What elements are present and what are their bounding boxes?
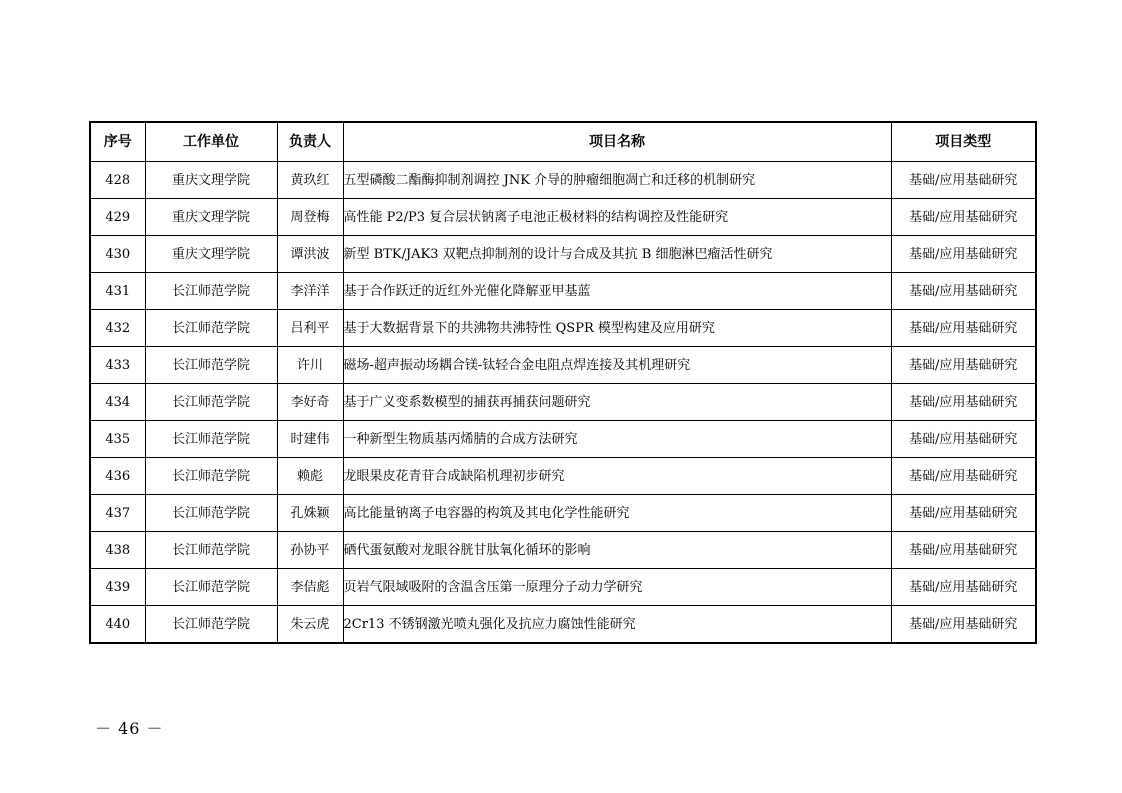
cell-unit: 长江师范学院 — [145, 421, 277, 458]
cell-project-type: 基础/应用基础研究 — [891, 384, 1036, 421]
table-row — [90, 384, 1036, 421]
cell-project-name: 磁场-超声振动场耦合镁-钛轻合金电阻点焊连接及其机理研究 — [343, 347, 891, 384]
cell-project-name: 硒代蛋氨酸对龙眼谷胱甘肽氧化循环的影响 — [343, 532, 891, 569]
cell-unit: 长江师范学院 — [145, 532, 277, 569]
cell-project-type: 基础/应用基础研究 — [891, 162, 1036, 199]
project-table — [89, 121, 1037, 644]
cell-project-name: 基于大数据背景下的共沸物共沸特性 QSPR 模型构建及应用研究 — [343, 310, 891, 347]
cell-person: 李洋洋 — [277, 273, 343, 310]
table-row — [90, 236, 1036, 273]
cell-project-type: 基础/应用基础研究 — [891, 606, 1036, 644]
table-row — [90, 273, 1036, 310]
cell-unit: 长江师范学院 — [145, 458, 277, 495]
cell-project-type: 基础/应用基础研究 — [891, 236, 1036, 273]
cell-person: 周登梅 — [277, 199, 343, 236]
cell-person: 孔姝颖 — [277, 495, 343, 532]
cell-no: 434 — [90, 384, 145, 421]
header-row — [90, 122, 1036, 162]
cell-project-type: 基础/应用基础研究 — [891, 273, 1036, 310]
cell-unit: 重庆文理学院 — [145, 199, 277, 236]
cell-project-name: 基于合作跃迁的近红外光催化降解亚甲基蓝 — [343, 273, 891, 310]
cell-project-type: 基础/应用基础研究 — [891, 347, 1036, 384]
cell-no: 429 — [90, 199, 145, 236]
cell-person: 李佶彪 — [277, 569, 343, 606]
table-row — [90, 532, 1036, 569]
cell-person: 时建伟 — [277, 421, 343, 458]
cell-no: 428 — [90, 162, 145, 199]
cell-unit: 长江师范学院 — [145, 273, 277, 310]
table-row — [90, 310, 1036, 347]
cell-unit: 长江师范学院 — [145, 569, 277, 606]
cell-project-type: 基础/应用基础研究 — [891, 495, 1036, 532]
cell-no: 438 — [90, 532, 145, 569]
cell-no: 437 — [90, 495, 145, 532]
cell-no: 432 — [90, 310, 145, 347]
header-person: 负责人 — [277, 122, 343, 162]
cell-no: 436 — [90, 458, 145, 495]
header-unit: 工作单位 — [145, 122, 277, 162]
cell-person: 许川 — [277, 347, 343, 384]
cell-unit: 长江师范学院 — [145, 310, 277, 347]
cell-project-type: 基础/应用基础研究 — [891, 199, 1036, 236]
table-row — [90, 162, 1036, 199]
cell-project-name: 一种新型生物质基丙烯腈的合成方法研究 — [343, 421, 891, 458]
cell-project-name: 龙眼果皮花青苷合成缺陷机理初步研究 — [343, 458, 891, 495]
header-project-name: 项目名称 — [343, 122, 891, 162]
cell-person: 吕利平 — [277, 310, 343, 347]
table-row — [90, 495, 1036, 532]
cell-project-name: 基于广义变系数模型的捕获再捕获问题研究 — [343, 384, 891, 421]
cell-project-name: 高比能量钠离子电容器的构筑及其电化学性能研究 — [343, 495, 891, 532]
cell-no: 435 — [90, 421, 145, 458]
cell-no: 431 — [90, 273, 145, 310]
table-row — [90, 421, 1036, 458]
cell-person: 朱云虎 — [277, 606, 343, 644]
cell-person: 李好奇 — [277, 384, 343, 421]
cell-person: 黄玖红 — [277, 162, 343, 199]
cell-project-name: 五型磷酸二酯酶抑制剂调控 JNK 介导的肿瘤细胞凋亡和迁移的机制研究 — [343, 162, 891, 199]
cell-unit: 长江师范学院 — [145, 347, 277, 384]
cell-project-type: 基础/应用基础研究 — [891, 569, 1036, 606]
cell-person: 谭洪波 — [277, 236, 343, 273]
cell-project-name: 2Cr13 不锈钢激光喷丸强化及抗应力腐蚀性能研究 — [343, 606, 891, 644]
cell-unit: 重庆文理学院 — [145, 162, 277, 199]
cell-no: 439 — [90, 569, 145, 606]
cell-unit: 重庆文理学院 — [145, 236, 277, 273]
cell-project-type: 基础/应用基础研究 — [891, 458, 1036, 495]
cell-unit: 长江师范学院 — [145, 384, 277, 421]
cell-no: 440 — [90, 606, 145, 644]
page-number: － 46 － — [95, 719, 164, 738]
table-row — [90, 347, 1036, 384]
cell-no: 430 — [90, 236, 145, 273]
table-row — [90, 199, 1036, 236]
cell-person: 孙协平 — [277, 532, 343, 569]
cell-project-name: 新型 BTK/JAK3 双靶点抑制剂的设计与合成及其抗 B 细胞淋巴瘤活性研究 — [343, 236, 891, 273]
cell-no: 433 — [90, 347, 145, 384]
cell-person: 赖彪 — [277, 458, 343, 495]
table-row — [90, 606, 1036, 644]
cell-project-name: 页岩气限域吸附的含温含压第一原理分子动力学研究 — [343, 569, 891, 606]
table-header — [90, 122, 1036, 162]
table-body — [90, 162, 1036, 644]
cell-project-type: 基础/应用基础研究 — [891, 532, 1036, 569]
cell-project-type: 基础/应用基础研究 — [891, 421, 1036, 458]
table-row — [90, 569, 1036, 606]
table-row — [90, 458, 1036, 495]
cell-unit: 长江师范学院 — [145, 606, 277, 644]
cell-unit: 长江师范学院 — [145, 495, 277, 532]
header-no: 序号 — [90, 122, 145, 162]
cell-project-name: 高性能 P2/P3 复合层状钠离子电池正极材料的结构调控及性能研究 — [343, 199, 891, 236]
cell-project-type: 基础/应用基础研究 — [891, 310, 1036, 347]
header-project-type: 项目类型 — [891, 122, 1036, 162]
